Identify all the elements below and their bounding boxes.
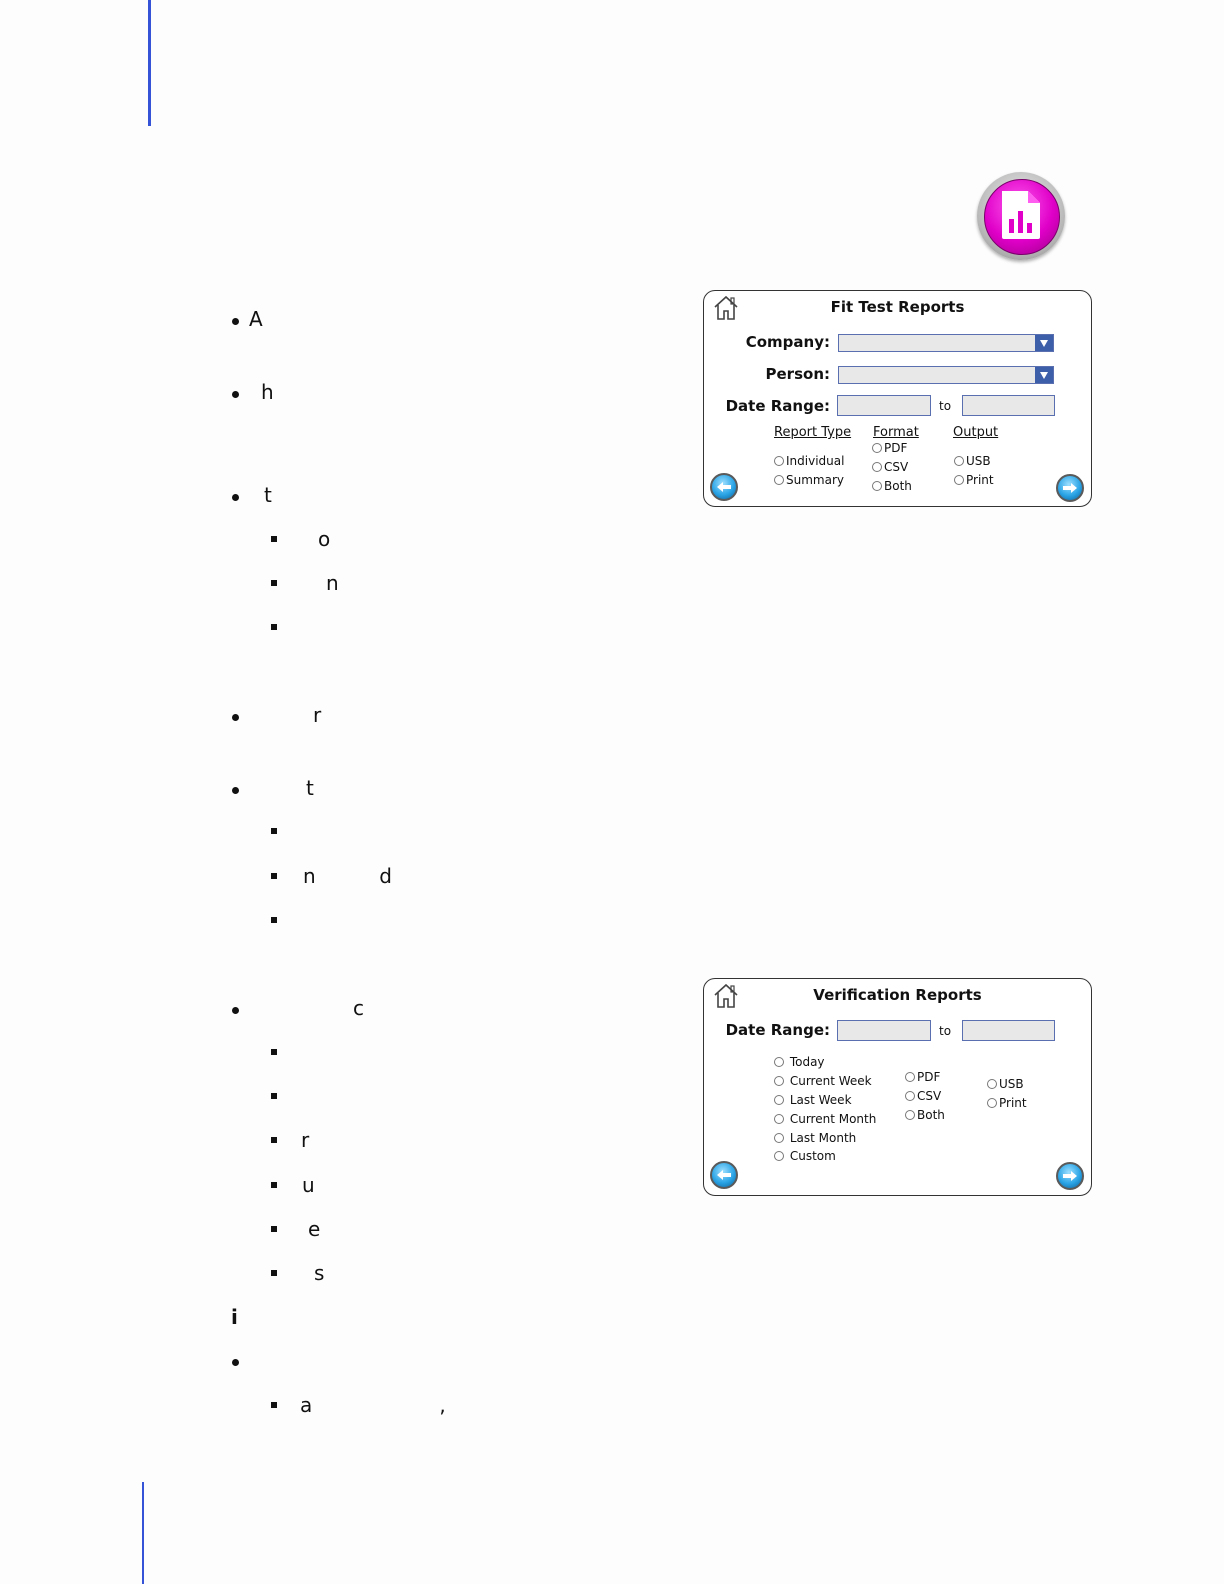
back-button[interactable]	[710, 1161, 738, 1189]
sub-bullet-text: a ,	[300, 1393, 446, 1417]
sub-bullet-square	[271, 624, 277, 630]
sub-bullet-text: r	[301, 1128, 310, 1152]
range-current-month-radio[interactable]	[774, 1112, 876, 1126]
sub-bullet-text: n d	[303, 864, 392, 888]
next-button[interactable]	[1056, 474, 1084, 502]
to-label: to	[939, 1024, 952, 1038]
sub-bullet-text: s	[314, 1261, 325, 1285]
sub-bullet-square	[271, 1137, 277, 1143]
range-last-week-radio[interactable]	[774, 1093, 852, 1107]
range-last-month-radio[interactable]	[774, 1131, 856, 1145]
bullet-dot	[232, 1007, 239, 1014]
option-label: Custom	[789, 1149, 836, 1163]
bullet-text: t	[264, 483, 272, 507]
option-label: Print	[966, 473, 994, 487]
person-label: Person:	[765, 365, 830, 383]
person-dropdown[interactable]	[838, 366, 1054, 384]
option-label: CSV	[884, 460, 909, 474]
sub-bullet-square	[271, 1049, 277, 1055]
option-label: Summary	[786, 473, 844, 487]
report-type-summary-radio[interactable]	[774, 473, 844, 487]
company-label: Company:	[745, 333, 830, 351]
option-label: Last Week	[789, 1093, 852, 1107]
to-label: to	[939, 399, 952, 413]
output-header: Output	[953, 425, 999, 440]
range-custom-radio[interactable]	[774, 1149, 836, 1163]
range-today-radio[interactable]	[774, 1055, 825, 1069]
format-both-radio[interactable]	[872, 479, 912, 493]
back-button[interactable]	[710, 473, 738, 501]
panel-title: Fit Test Reports	[830, 298, 965, 316]
sub-bullet-square	[271, 1093, 277, 1099]
back-arrow-icon	[716, 481, 732, 493]
next-button[interactable]	[1056, 1162, 1084, 1190]
bullet-text: h	[261, 380, 274, 404]
option-label: PDF	[917, 1070, 941, 1084]
next-arrow-icon	[1062, 1170, 1078, 1182]
date-end-field[interactable]	[962, 395, 1055, 416]
format-both-radio[interactable]	[905, 1108, 945, 1122]
bullet-dot	[232, 1359, 239, 1366]
format-csv-radio[interactable]	[905, 1089, 941, 1103]
sub-bullet-square	[271, 917, 277, 923]
accent-bar-top	[148, 0, 151, 126]
bullet-dot	[232, 318, 239, 325]
format-pdf-radio[interactable]	[905, 1070, 940, 1084]
report-type-header: Report Type	[774, 425, 852, 440]
sub-bullet-square	[271, 828, 277, 834]
option-label: USB	[966, 454, 991, 468]
sub-bullet-square	[271, 873, 277, 879]
info-icon: i	[231, 1305, 238, 1329]
sub-bullet-text: o	[318, 527, 331, 551]
option-label: Current Month	[789, 1112, 877, 1126]
company-dropdown[interactable]	[838, 334, 1054, 352]
next-arrow-icon	[1062, 482, 1078, 494]
option-label: Both	[917, 1108, 945, 1122]
bullet-text: c	[353, 996, 364, 1020]
option-label: Last Month	[789, 1131, 857, 1145]
date-range-label: Date Range:	[725, 397, 830, 415]
report-type-individual-radio[interactable]	[774, 454, 844, 468]
back-arrow-icon	[716, 1169, 732, 1181]
output-print-radio[interactable]	[954, 473, 994, 487]
bullet-dot	[232, 391, 239, 398]
output-usb-radio[interactable]	[954, 454, 991, 468]
chevron-down-icon[interactable]	[1035, 367, 1053, 383]
fit-test-reports-panel	[703, 290, 1092, 507]
chevron-down-icon[interactable]	[1035, 335, 1053, 351]
option-label: PDF	[884, 441, 908, 455]
verification-reports-panel	[703, 978, 1092, 1196]
sub-bullet-square	[271, 536, 277, 542]
bullet-dot	[232, 714, 239, 721]
output-usb-radio[interactable]	[987, 1077, 1024, 1091]
option-label: Current Week	[789, 1074, 872, 1088]
reports-chart-icon	[977, 172, 1065, 260]
bullet-text: t	[306, 776, 314, 800]
date-range-label: Date Range:	[725, 1021, 830, 1039]
date-end-field[interactable]	[962, 1020, 1055, 1041]
sub-bullet-square	[271, 580, 277, 586]
sub-bullet-text: u	[302, 1173, 315, 1197]
sub-bullet-square	[271, 1270, 277, 1276]
option-label: Both	[884, 479, 912, 493]
panel-title: Verification Reports	[813, 986, 982, 1004]
sub-bullet-text: e	[308, 1217, 321, 1241]
option-label: Today	[789, 1055, 825, 1069]
output-print-radio[interactable]	[987, 1096, 1027, 1110]
sub-bullet-square	[271, 1402, 277, 1408]
bullet-dot	[232, 494, 239, 501]
accent-bar-bottom	[142, 1482, 144, 1584]
format-csv-radio[interactable]	[872, 460, 908, 474]
sub-bullet-square	[271, 1182, 277, 1188]
date-start-field[interactable]	[837, 395, 931, 416]
range-current-week-radio[interactable]	[774, 1074, 872, 1088]
bullet-text: A	[249, 307, 263, 331]
option-label: Individual	[786, 454, 845, 468]
option-label: USB	[999, 1077, 1024, 1091]
bullet-text: r	[313, 703, 322, 727]
sub-bullet-square	[271, 1226, 277, 1232]
sub-bullet-text: n	[326, 571, 339, 595]
option-label: Print	[999, 1096, 1027, 1110]
format-header: Format	[873, 425, 919, 440]
date-start-field[interactable]	[837, 1020, 931, 1041]
option-label: CSV	[917, 1089, 942, 1103]
bullet-dot	[232, 787, 239, 794]
format-pdf-radio[interactable]	[872, 441, 907, 455]
